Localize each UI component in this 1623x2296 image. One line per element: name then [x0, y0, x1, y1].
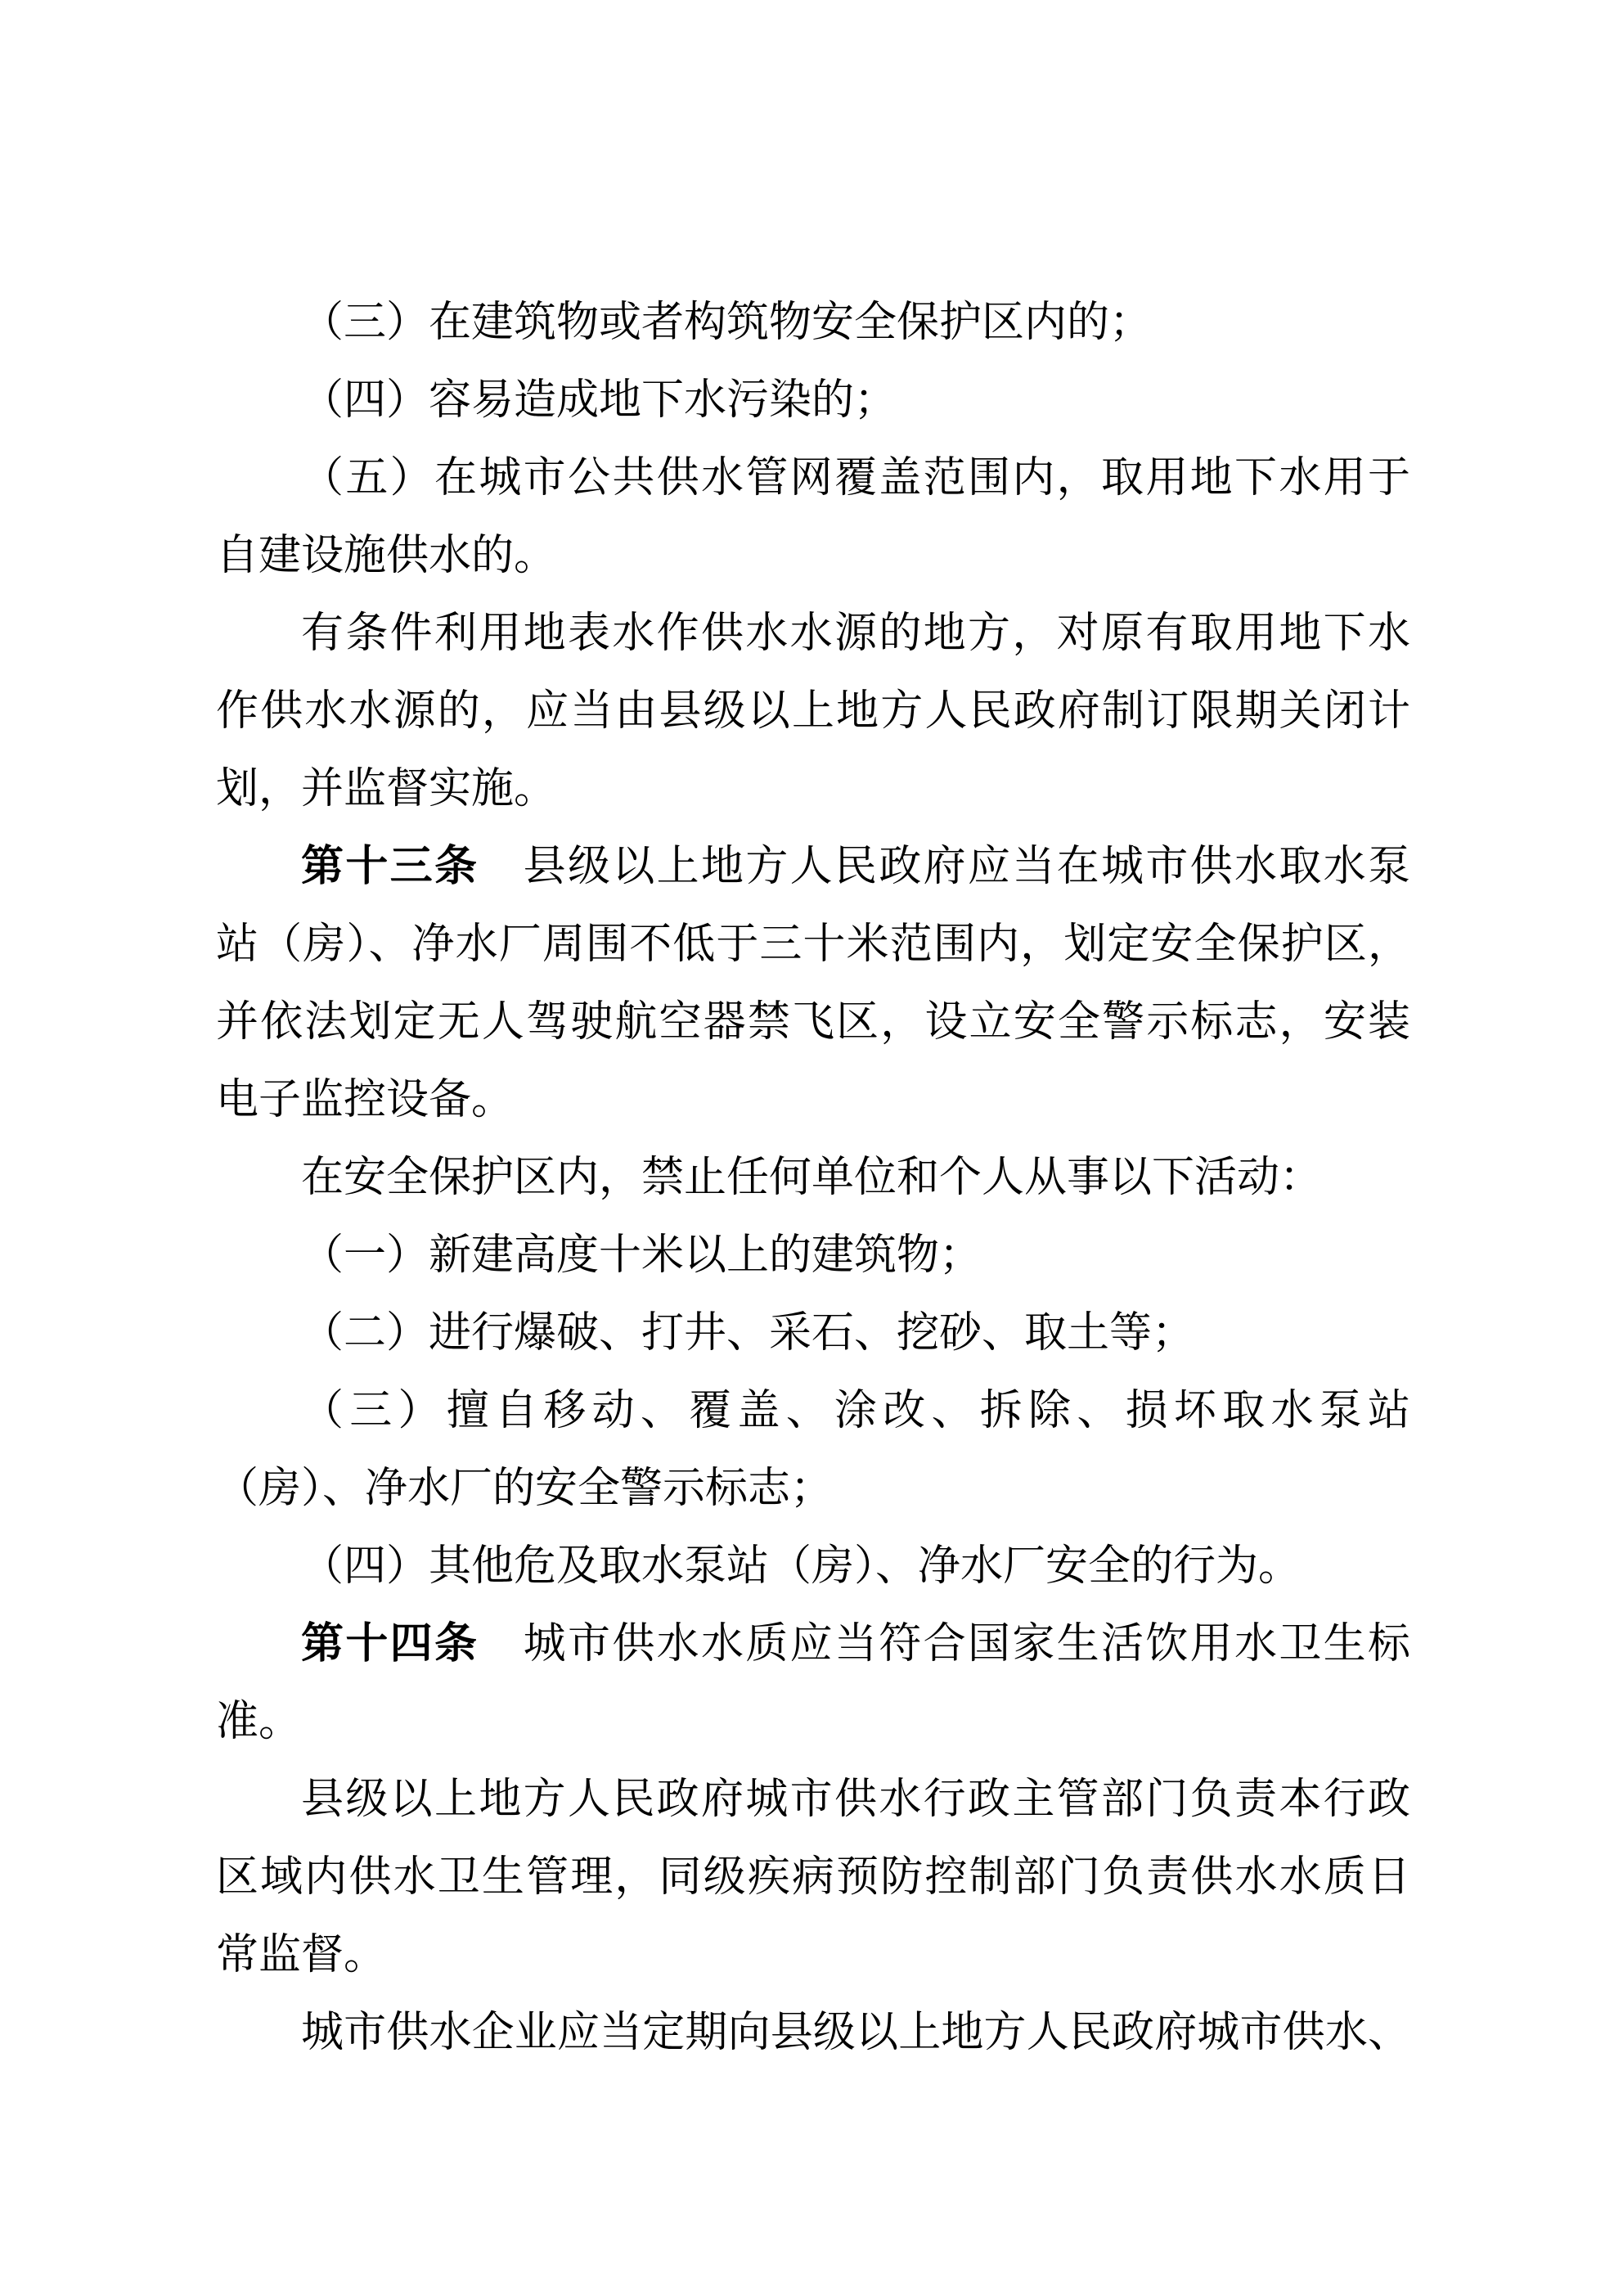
text-line: 站（房）、净水厂周围不低于三十米范围内，划定安全保护区， — [216, 921, 1410, 968]
text-line: （三）在建筑物或者构筑物安全保护区内的； — [301, 299, 1153, 346]
text-line: （二）进行爆破、打井、采石、挖砂、取土等； — [301, 1310, 1195, 1357]
text-line: 区域内供水卫生管理，同级疾病预防控制部门负责供水水质日 — [216, 1854, 1410, 1901]
text-line: 城市供水企业应当定期向县级以上地方人民政府城市供水、 — [301, 2010, 1410, 2056]
text-line: 作供水水源的，应当由县级以上地方人民政府制订限期关闭计 — [216, 688, 1410, 735]
text-line: 自建设施供水的。 — [216, 533, 557, 579]
text-line: 在安全保护区内，禁止任何单位和个人从事以下活动： — [301, 1155, 1323, 1201]
text-line: 并依法划定无人驾驶航空器禁飞区，设立安全警示标志，安装 — [216, 999, 1410, 1046]
text-line: （房）、净水厂的安全警示标志； — [216, 1465, 834, 1512]
text-line — [216, 1605, 1410, 1683]
document-body — [216, 284, 1410, 2072]
text-line: （四）容易造成地下水污染的； — [301, 377, 897, 424]
text-line: 常监督。 — [216, 1932, 387, 1979]
article-number: 第十三条 — [301, 843, 479, 890]
text-line: （三）擅自移动、覆盖、涂改、拆除、损坏取水泵站 — [301, 1388, 1410, 1434]
text-line: （四）其他危及取水泵站（房）、净水厂安全的行为。 — [301, 1543, 1302, 1590]
article-number: 第十四条 — [301, 1620, 479, 1668]
text-line — [216, 828, 1410, 906]
text-line: 准。 — [216, 1699, 302, 1745]
line-text: 城市供水水质应当符合国家生活饮用水卫生标 — [479, 1621, 1410, 1668]
line-text: 县级以上地方人民政府应当在城市供水取水泵 — [479, 844, 1410, 890]
text-line: 电子监控设备。 — [216, 1077, 515, 1123]
text-line: （一）新建高度十米以上的建筑物； — [301, 1232, 982, 1279]
text-line: （五）在城市公共供水管网覆盖范围内，取用地下水用于 — [301, 455, 1410, 502]
text-line: 划，并监督实施。 — [216, 766, 557, 813]
text-line: 有条件利用地表水作供水水源的地方，对原有取用地下水 — [301, 610, 1410, 657]
text-line: 县级以上地方人民政府城市供水行政主管部门负责本行政 — [301, 1776, 1410, 1823]
